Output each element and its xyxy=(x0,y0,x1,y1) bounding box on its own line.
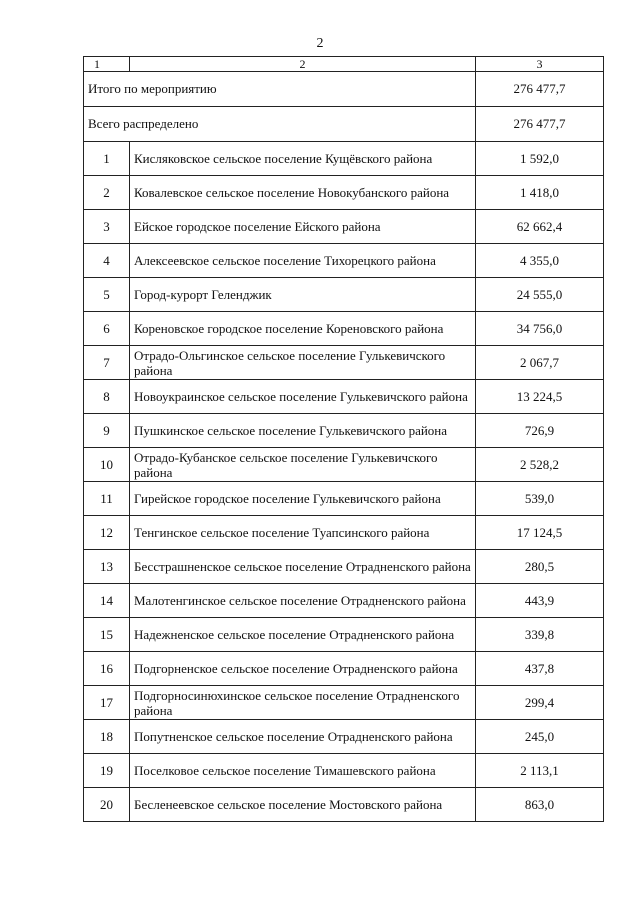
table-row xyxy=(84,346,604,380)
row-number: 2 xyxy=(84,176,130,210)
row-number: 12 xyxy=(84,516,130,550)
row-number: 7 xyxy=(84,346,130,380)
row-value: 339,8 xyxy=(476,618,604,652)
row-number: 15 xyxy=(84,618,130,652)
table-row xyxy=(84,482,604,516)
distribution-table xyxy=(83,56,604,822)
row-number: 19 xyxy=(84,754,130,788)
total-distributed-label: Всего распределено xyxy=(84,107,476,142)
table-row xyxy=(84,550,604,584)
row-name: Кореновское городское поселение Кореновского района xyxy=(130,312,476,346)
row-name: Пушкинское сельское поселение Гулькевичского района xyxy=(130,414,476,448)
table-row xyxy=(84,618,604,652)
row-name: Отрадо-Ольгинское сельское поселение Гулькевичского района xyxy=(130,346,476,380)
row-name: Попутненское сельское поселение Отрадненского района xyxy=(130,720,476,754)
row-value: 726,9 xyxy=(476,414,604,448)
table-row xyxy=(84,754,604,788)
table-row xyxy=(84,652,604,686)
row-value: 863,0 xyxy=(476,788,604,822)
table-row xyxy=(84,584,604,618)
table-row xyxy=(84,686,604,720)
row-name: Бесленеевское сельское поселение Мостовского района xyxy=(130,788,476,822)
row-number: 17 xyxy=(84,686,130,720)
row-number: 4 xyxy=(84,244,130,278)
row-value: 280,5 xyxy=(476,550,604,584)
row-value: 245,0 xyxy=(476,720,604,754)
table-row xyxy=(84,142,604,176)
table-row xyxy=(84,720,604,754)
table-row xyxy=(84,414,604,448)
row-value: 437,8 xyxy=(476,652,604,686)
row-name: Надежненское сельское поселение Отрадненского района xyxy=(130,618,476,652)
total-distributed-row xyxy=(84,107,604,142)
row-value: 2 067,7 xyxy=(476,346,604,380)
total-event-label: Итого по мероприятию xyxy=(84,72,476,107)
row-name: Поселковое сельское поселение Тимашевского района xyxy=(130,754,476,788)
row-name: Алексеевское сельское поселение Тихорецкого района xyxy=(130,244,476,278)
row-value: 4 355,0 xyxy=(476,244,604,278)
row-value: 1 418,0 xyxy=(476,176,604,210)
row-name: Тенгинское сельское поселение Туапсинского района xyxy=(130,516,476,550)
row-value: 13 224,5 xyxy=(476,380,604,414)
row-number: 8 xyxy=(84,380,130,414)
row-value: 539,0 xyxy=(476,482,604,516)
header-col-1: 1 xyxy=(84,57,130,72)
row-number: 11 xyxy=(84,482,130,516)
row-number: 3 xyxy=(84,210,130,244)
row-value: 24 555,0 xyxy=(476,278,604,312)
table-row xyxy=(84,448,604,482)
table-row xyxy=(84,516,604,550)
row-number: 9 xyxy=(84,414,130,448)
row-name: Малотенгинское сельское поселение Отрадненского района xyxy=(130,584,476,618)
row-number: 5 xyxy=(84,278,130,312)
table-row xyxy=(84,788,604,822)
total-distributed-value: 276 477,7 xyxy=(476,107,604,142)
row-value: 2 113,1 xyxy=(476,754,604,788)
table-row xyxy=(84,380,604,414)
row-value: 299,4 xyxy=(476,686,604,720)
row-name: Подгорносинюхинское сельское поселение Отрадненского района xyxy=(130,686,476,720)
row-value: 1 592,0 xyxy=(476,142,604,176)
row-name: Ейское городское поселение Ейского района xyxy=(130,210,476,244)
row-name: Новоукраинское сельское поселение Гулькевичского района xyxy=(130,380,476,414)
total-event-value: 276 477,7 xyxy=(476,72,604,107)
table-row xyxy=(84,312,604,346)
row-number: 14 xyxy=(84,584,130,618)
row-value: 2 528,2 xyxy=(476,448,604,482)
row-number: 16 xyxy=(84,652,130,686)
row-name: Бесстрашненское сельское поселение Отрадненского района xyxy=(130,550,476,584)
row-number: 1 xyxy=(84,142,130,176)
row-name: Город-курорт Геленджик xyxy=(130,278,476,312)
total-event-row xyxy=(84,72,604,107)
page-number: 2 xyxy=(316,36,324,51)
row-value: 443,9 xyxy=(476,584,604,618)
row-number: 6 xyxy=(84,312,130,346)
row-number: 20 xyxy=(84,788,130,822)
row-name: Отрадо-Кубанское сельское поселение Гулькевичского района xyxy=(130,448,476,482)
table-row xyxy=(84,278,604,312)
row-name: Гирейское городское поселение Гулькевичского района xyxy=(130,482,476,516)
row-number: 10 xyxy=(84,448,130,482)
table-row xyxy=(84,210,604,244)
row-number: 13 xyxy=(84,550,130,584)
header-col-3: 3 xyxy=(476,57,604,72)
row-name: Ковалевское сельское поселение Новокубанского района xyxy=(130,176,476,210)
row-value: 34 756,0 xyxy=(476,312,604,346)
row-value: 17 124,5 xyxy=(476,516,604,550)
row-name: Подгорненское сельское поселение Отрадненского района xyxy=(130,652,476,686)
header-col-2: 2 xyxy=(130,57,476,72)
row-number: 18 xyxy=(84,720,130,754)
row-name: Кисляковское сельское поселение Кущёвского района xyxy=(130,142,476,176)
row-value: 62 662,4 xyxy=(476,210,604,244)
header-row xyxy=(84,57,604,72)
table-row xyxy=(84,176,604,210)
table-row xyxy=(84,244,604,278)
